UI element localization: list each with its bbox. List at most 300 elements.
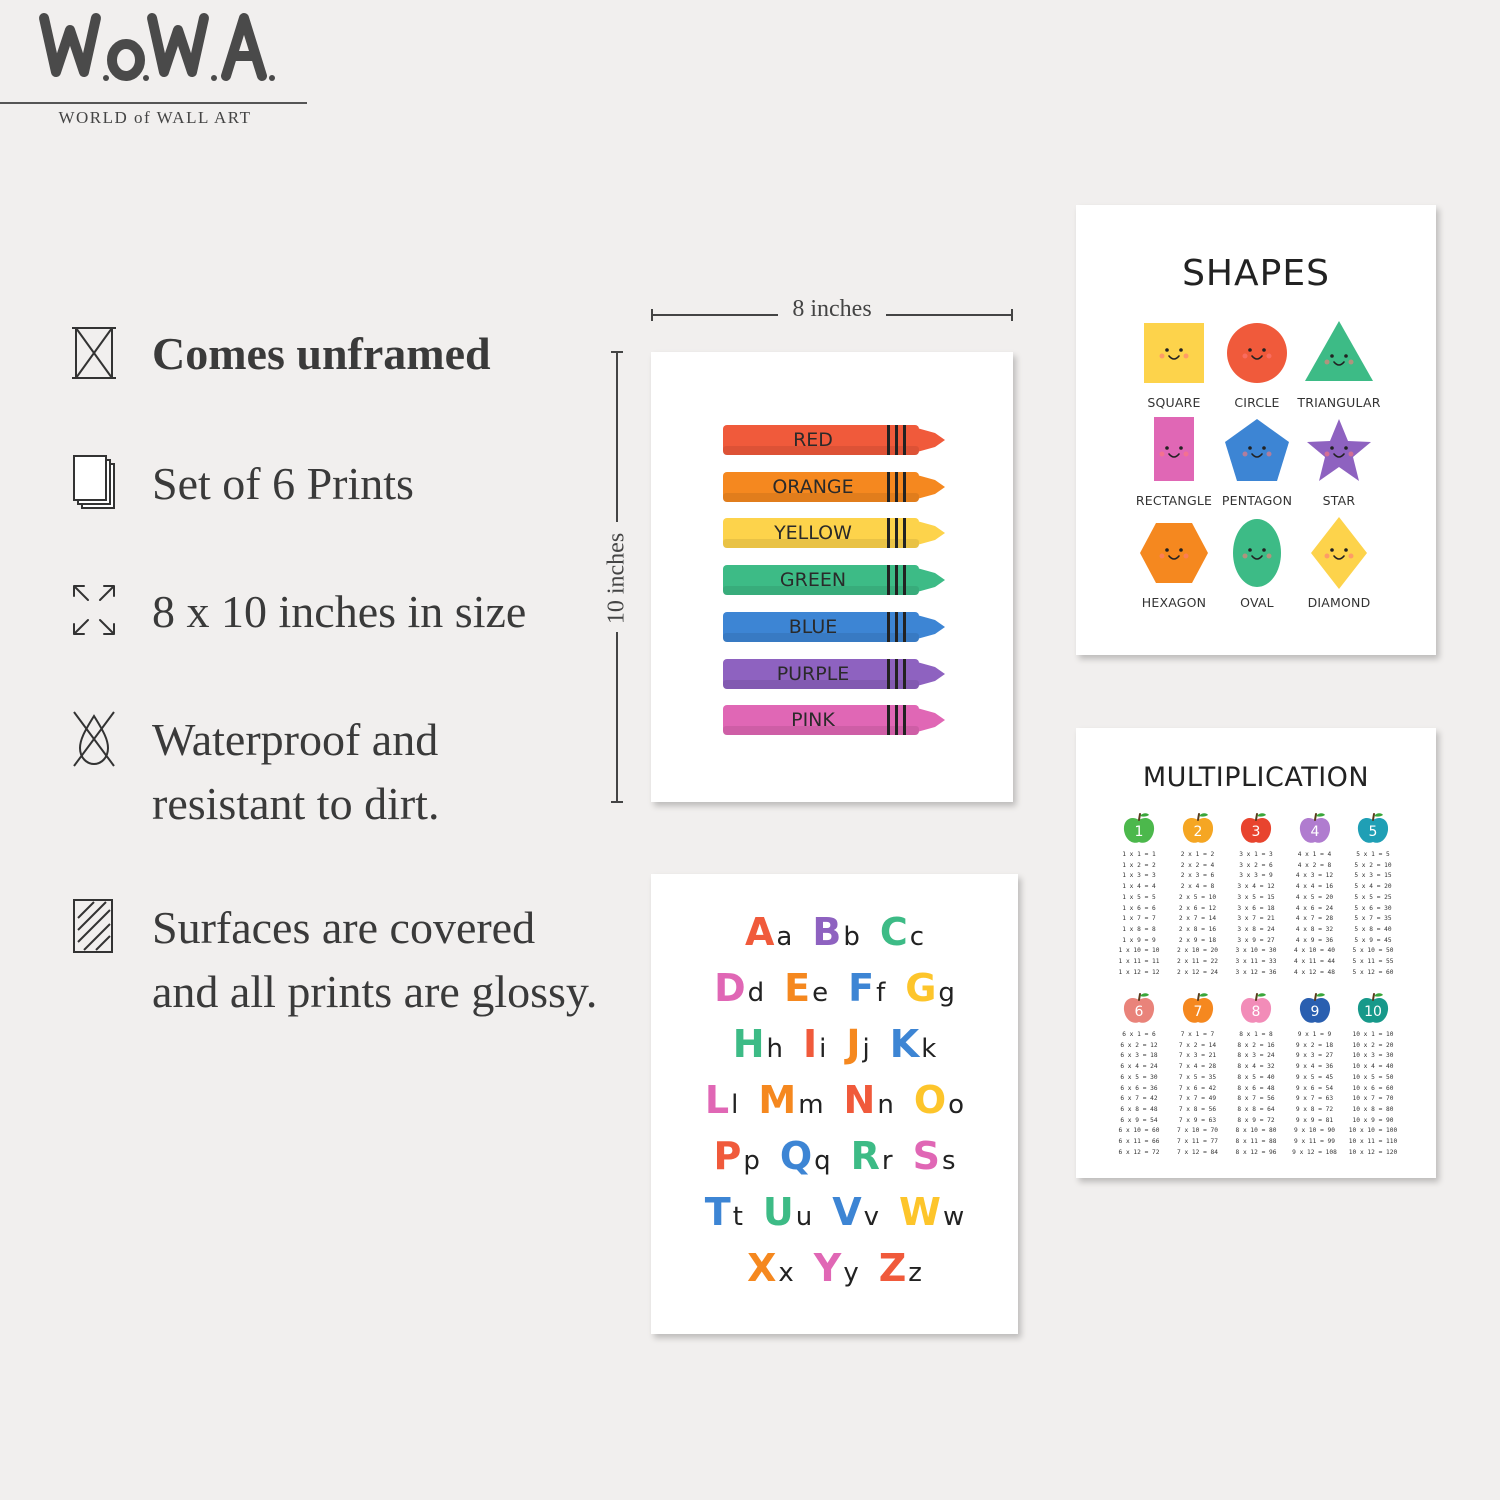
- uppercase-letter: L: [704, 1078, 730, 1122]
- times-line: 8 x 4 = 32: [1237, 1063, 1275, 1071]
- times-line: 5 x 7 = 35: [1354, 915, 1392, 923]
- times-line: 6 x 4 = 24: [1120, 1063, 1158, 1071]
- crayon-label: PINK: [791, 709, 835, 732]
- lowercase-letter: a: [776, 922, 793, 952]
- times-table-7: [1169, 992, 1227, 1158]
- times-line: 7 x 12 = 84: [1177, 1148, 1218, 1156]
- times-line: 2 x 1 = 2: [1180, 851, 1215, 858]
- times-line: 9 x 6 = 54: [1295, 1084, 1334, 1092]
- svg-text:6: 6: [1134, 1004, 1144, 1020]
- times-line: 9 x 5 = 45: [1295, 1073, 1334, 1081]
- times-line: 2 x 10 = 20: [1177, 947, 1218, 955]
- times-line: 3 x 1 = 3: [1239, 851, 1273, 858]
- apple-icon: [1180, 992, 1216, 1026]
- times-line: 6 x 3 = 18: [1120, 1052, 1158, 1060]
- times-line: 4 x 6 = 24: [1295, 904, 1334, 912]
- crayon-label: GREEN: [779, 569, 847, 592]
- times-table-lines: [1169, 1030, 1227, 1158]
- shapes-print: [1076, 205, 1436, 655]
- times-line: 10 x 3 = 30: [1352, 1052, 1394, 1060]
- times-line: 2 x 5 = 10: [1178, 893, 1217, 901]
- letter-pair-k: [890, 1022, 937, 1066]
- alphabet-row: [651, 1022, 1018, 1066]
- uppercase-letter: Y: [813, 1246, 842, 1290]
- height-label: 10 inches: [603, 532, 630, 625]
- shape-pentagon: [1214, 413, 1300, 508]
- uppercase-letter: A: [744, 910, 775, 954]
- uppercase-letter: Z: [878, 1246, 907, 1290]
- times-line: 6 x 7 = 42: [1120, 1095, 1158, 1103]
- times-line: 6 x 10 = 60: [1118, 1127, 1160, 1135]
- times-line: 9 x 4 = 36: [1295, 1063, 1334, 1071]
- letter-pair-m: [758, 1078, 823, 1122]
- colors-print: [651, 352, 1013, 802]
- times-line: 1 x 4 = 4: [1122, 883, 1156, 891]
- rectangle-face-icon: [1132, 413, 1216, 489]
- times-line: 7 x 7 = 49: [1178, 1095, 1217, 1103]
- times-line: 4 x 3 = 12: [1295, 872, 1334, 880]
- lowercase-letter: b: [843, 922, 860, 952]
- lowercase-letter: r: [881, 1146, 893, 1176]
- times-line: 8 x 5 = 40: [1237, 1073, 1275, 1081]
- lowercase-letter: w: [942, 1202, 965, 1232]
- times-line: 7 x 10 = 70: [1177, 1127, 1218, 1135]
- times-line: 8 x 3 = 24: [1237, 1052, 1275, 1060]
- feature-set-of-prints: [70, 452, 490, 516]
- times-line: 5 x 5 = 25: [1354, 893, 1392, 901]
- crayon-pink: [723, 704, 947, 736]
- times-line: 8 x 6 = 48: [1237, 1084, 1275, 1092]
- times-line: 10 x 11 = 110: [1348, 1138, 1398, 1146]
- times-line: 10 x 5 = 50: [1352, 1073, 1394, 1081]
- svg-text:3: 3: [1251, 824, 1261, 840]
- alphabet-row: [651, 1246, 1018, 1290]
- times-line: 1 x 9 = 9: [1122, 936, 1156, 944]
- letter-pair-g: [905, 966, 955, 1010]
- times-line: 6 x 5 = 30: [1120, 1073, 1158, 1081]
- times-table-4: [1286, 812, 1344, 978]
- times-line: 5 x 6 = 30: [1354, 904, 1392, 912]
- letter-pair-r: [851, 1134, 893, 1178]
- lowercase-letter: v: [863, 1202, 880, 1232]
- svg-text:1: 1: [1134, 824, 1144, 840]
- feature-line-2: and all prints are glossy.: [152, 966, 598, 1017]
- times-line: 4 x 8 = 32: [1295, 925, 1334, 933]
- apple-icon: [1238, 992, 1274, 1026]
- alphabet-row: [651, 966, 1018, 1010]
- circle-face-icon: [1215, 315, 1299, 391]
- apple-icon: [1238, 812, 1274, 846]
- lowercase-letter: m: [798, 1090, 824, 1120]
- uppercase-letter: F: [848, 966, 875, 1010]
- times-line: 9 x 10 = 90: [1294, 1127, 1335, 1135]
- svg-text:5: 5: [1368, 824, 1378, 840]
- letter-pair-i: [803, 1022, 826, 1066]
- times-table-2: [1169, 812, 1227, 978]
- times-table-lines: [1169, 850, 1227, 978]
- times-line: 2 x 3 = 6: [1180, 872, 1215, 880]
- uppercase-letter: C: [879, 910, 908, 954]
- lowercase-letter: c: [909, 922, 925, 952]
- lowercase-letter: l: [731, 1090, 739, 1120]
- times-table-8: [1227, 992, 1285, 1158]
- crayon-blue: [723, 611, 947, 643]
- times-line: 10 x 7 = 70: [1352, 1095, 1394, 1103]
- times-table-lines: [1344, 1030, 1402, 1158]
- alphabet-row: [651, 1134, 1018, 1178]
- pentagon-face-icon: [1215, 413, 1299, 489]
- times-line: 7 x 8 = 56: [1178, 1105, 1217, 1113]
- apple-icon: [1355, 812, 1391, 846]
- times-line: 2 x 2 = 4: [1180, 861, 1215, 869]
- feature-text: [152, 896, 597, 1024]
- lowercase-letter: i: [819, 1034, 827, 1064]
- crayon-yellow: [723, 517, 947, 549]
- times-line: 7 x 9 = 63: [1178, 1116, 1217, 1124]
- uppercase-letter: P: [713, 1134, 742, 1178]
- letter-pair-q: [780, 1134, 831, 1178]
- uppercase-letter: Q: [779, 1134, 813, 1178]
- times-line: 9 x 1 = 9: [1297, 1031, 1332, 1038]
- lowercase-letter: y: [843, 1258, 859, 1288]
- multiplication-print: [1076, 728, 1436, 1178]
- lowercase-letter: z: [908, 1258, 922, 1288]
- uppercase-letter: W: [899, 1190, 941, 1234]
- crayon-label: YELLOW: [774, 522, 852, 545]
- letter-pair-y: [814, 1246, 859, 1290]
- letter-pair-s: [913, 1134, 956, 1178]
- times-line: 2 x 8 = 16: [1178, 925, 1217, 933]
- feature-size: [70, 580, 527, 644]
- times-line: 1 x 10 = 10: [1118, 947, 1160, 955]
- uppercase-letter: R: [850, 1134, 880, 1178]
- times-line: 6 x 1 = 6: [1122, 1031, 1156, 1038]
- times-line: 7 x 2 = 14: [1178, 1041, 1217, 1049]
- feature-line-2: resistant to dirt.: [152, 778, 440, 829]
- times-line: 1 x 12 = 12: [1118, 968, 1160, 976]
- shape-oval: [1214, 515, 1300, 610]
- times-line: 10 x 4 = 40: [1352, 1063, 1394, 1071]
- times-line: 5 x 2 = 10: [1354, 861, 1392, 869]
- times-line: 5 x 3 = 15: [1354, 872, 1392, 880]
- times-line: 9 x 3 = 27: [1295, 1052, 1334, 1060]
- uppercase-letter: D: [714, 966, 746, 1010]
- times-line: 2 x 6 = 12: [1178, 904, 1217, 912]
- lowercase-letter: q: [814, 1146, 831, 1176]
- times-line: 7 x 3 = 21: [1178, 1052, 1217, 1060]
- times-line: 2 x 11 = 22: [1177, 958, 1218, 966]
- times-line: 3 x 4 = 12: [1237, 883, 1275, 891]
- times-line: 5 x 11 = 55: [1352, 958, 1394, 966]
- height-dimension: [600, 350, 634, 804]
- letter-pair-u: [763, 1190, 812, 1234]
- lowercase-letter: x: [778, 1258, 794, 1288]
- times-line: 3 x 10 = 30: [1235, 947, 1277, 955]
- alphabet-row: [651, 1190, 1018, 1234]
- shape-circle: [1214, 315, 1300, 410]
- crayon-label: BLUE: [788, 615, 838, 638]
- times-line: 9 x 2 = 18: [1295, 1041, 1334, 1049]
- times-table-lines: [1110, 850, 1168, 978]
- times-line: 5 x 1 = 5: [1356, 851, 1390, 858]
- times-line: 10 x 9 = 90: [1352, 1116, 1394, 1124]
- times-line: 4 x 7 = 28: [1295, 915, 1334, 923]
- times-line: 10 x 6 = 60: [1352, 1084, 1394, 1092]
- times-line: 6 x 12 = 72: [1118, 1148, 1160, 1156]
- uppercase-letter: H: [732, 1022, 765, 1066]
- shape-label: STAR: [1322, 493, 1356, 508]
- times-line: 8 x 9 = 72: [1237, 1116, 1275, 1124]
- times-table-lines: [1110, 1030, 1168, 1158]
- times-line: 3 x 6 = 18: [1237, 904, 1275, 912]
- times-line: 7 x 6 = 42: [1178, 1084, 1217, 1092]
- uppercase-letter: G: [905, 966, 937, 1010]
- uppercase-letter: K: [889, 1022, 920, 1066]
- times-line: 3 x 9 = 27: [1237, 936, 1275, 944]
- shape-label: TRIANGULAR: [1297, 395, 1381, 410]
- letter-pair-c: [880, 910, 924, 954]
- times-line: 9 x 7 = 63: [1295, 1095, 1334, 1103]
- letter-pair-j: [846, 1022, 869, 1066]
- shape-label: RECTANGLE: [1135, 493, 1213, 508]
- lowercase-letter: k: [921, 1034, 937, 1064]
- times-line: 5 x 10 = 50: [1352, 947, 1394, 955]
- times-line: 2 x 4 = 8: [1180, 883, 1215, 891]
- times-line: 9 x 12 = 108: [1292, 1148, 1337, 1156]
- oval-face-icon: [1215, 515, 1299, 591]
- times-line: 9 x 11 = 99: [1294, 1138, 1335, 1146]
- times-line: 2 x 7 = 14: [1178, 915, 1217, 923]
- times-line: 3 x 2 = 6: [1239, 861, 1273, 869]
- letter-pair-x: [747, 1246, 794, 1290]
- times-line: 1 x 5 = 5: [1122, 893, 1156, 901]
- crayon-label: PURPLE: [776, 662, 850, 685]
- times-line: 10 x 2 = 20: [1352, 1041, 1394, 1049]
- feature-unframed: [70, 322, 490, 386]
- letter-pair-l: [705, 1078, 738, 1122]
- times-table-9: [1286, 992, 1344, 1158]
- times-line: 4 x 2 = 8: [1297, 861, 1332, 869]
- uppercase-letter: I: [803, 1022, 818, 1066]
- times-line: 8 x 2 = 16: [1237, 1041, 1275, 1049]
- logo-rule: [0, 102, 307, 104]
- uppercase-letter: J: [846, 1022, 861, 1066]
- times-line: 4 x 11 = 44: [1294, 958, 1335, 966]
- svg-text:7: 7: [1193, 1004, 1202, 1020]
- letter-pair-z: [879, 1246, 922, 1290]
- times-line: 4 x 9 = 36: [1295, 936, 1334, 944]
- letter-pair-a: [745, 910, 792, 954]
- times-line: 5 x 8 = 40: [1354, 925, 1392, 933]
- times-line: 1 x 3 = 3: [1122, 872, 1156, 880]
- stack-icon: [70, 452, 118, 512]
- feature-line-1: Waterproof and: [152, 714, 439, 765]
- times-line: 8 x 7 = 56: [1237, 1095, 1275, 1103]
- letter-pair-n: [844, 1078, 894, 1122]
- times-line: 3 x 12 = 36: [1235, 968, 1277, 976]
- expand-arrows-icon: [70, 580, 118, 640]
- shape-label: SQUARE: [1147, 395, 1201, 410]
- feature-text: Set of 6 Prints: [152, 458, 414, 509]
- uppercase-letter: T: [704, 1190, 731, 1234]
- times-line: 1 x 2 = 2: [1122, 861, 1156, 869]
- shape-label: HEXAGON: [1141, 595, 1207, 610]
- letter-pair-v: [832, 1190, 879, 1234]
- letter-pair-b: [812, 910, 859, 954]
- uppercase-letter: E: [784, 966, 811, 1010]
- times-line: 4 x 12 = 48: [1294, 968, 1335, 976]
- diamond-face-icon: [1297, 515, 1381, 591]
- letter-pair-w: [899, 1190, 964, 1234]
- crayon-label: RED: [793, 429, 833, 451]
- times-line: 7 x 5 = 35: [1178, 1073, 1217, 1081]
- times-line: 2 x 9 = 18: [1178, 936, 1217, 944]
- times-line: 10 x 1 = 10: [1352, 1031, 1394, 1038]
- times-line: 4 x 10 = 40: [1294, 947, 1335, 955]
- shapes-title: SHAPES: [1182, 253, 1330, 294]
- shape-label: PENTAGON: [1221, 493, 1293, 508]
- times-line: 3 x 5 = 15: [1237, 893, 1275, 901]
- shape-triangular: [1296, 315, 1382, 410]
- times-line: 8 x 10 = 80: [1235, 1127, 1277, 1135]
- lowercase-letter: g: [938, 978, 955, 1008]
- waterproof-icon: [70, 708, 118, 768]
- apple-icon: [1121, 992, 1157, 1026]
- times-line: 4 x 1 = 4: [1297, 851, 1332, 858]
- times-line: 1 x 7 = 7: [1122, 915, 1156, 923]
- times-line: 3 x 8 = 24: [1237, 925, 1275, 933]
- shape-label: OVAL: [1240, 595, 1274, 610]
- feature-glossy: [70, 896, 598, 1026]
- lowercase-letter: n: [877, 1090, 894, 1120]
- feature-waterproof: [70, 708, 490, 838]
- times-table-lines: [1286, 850, 1344, 978]
- apple-icon: [1297, 992, 1333, 1026]
- lowercase-letter: f: [876, 978, 886, 1008]
- svg-text:2: 2: [1193, 824, 1202, 840]
- times-line: 5 x 12 = 60: [1352, 968, 1394, 976]
- uppercase-letter: V: [832, 1190, 862, 1234]
- times-line: 3 x 11 = 33: [1235, 958, 1277, 966]
- shape-label: CIRCLE: [1234, 395, 1280, 410]
- times-line: 6 x 2 = 12: [1120, 1041, 1158, 1049]
- width-dimension: [650, 296, 1014, 330]
- crayon-purple: [723, 658, 947, 690]
- times-table-lines: [1286, 1030, 1344, 1158]
- times-line: 2 x 12 = 24: [1177, 968, 1218, 976]
- alphabet-print: [651, 874, 1018, 1334]
- apple-icon: [1355, 992, 1391, 1026]
- times-line: 1 x 6 = 6: [1122, 904, 1156, 912]
- times-table-lines: [1227, 1030, 1285, 1158]
- unframed-icon: [70, 322, 118, 382]
- times-line: 10 x 10 = 100: [1348, 1127, 1398, 1135]
- apple-icon: [1121, 812, 1157, 846]
- shape-square: [1131, 315, 1217, 410]
- crayon-green: [723, 564, 947, 596]
- times-line: 8 x 8 = 64: [1237, 1105, 1275, 1113]
- lowercase-letter: e: [812, 978, 829, 1008]
- uppercase-letter: M: [758, 1078, 797, 1122]
- letter-pair-f: [848, 966, 885, 1010]
- times-line: 1 x 11 = 11: [1118, 958, 1160, 966]
- uppercase-letter: X: [747, 1246, 777, 1290]
- lowercase-letter: p: [743, 1146, 760, 1176]
- shape-star: [1296, 413, 1382, 508]
- triangular-face-icon: [1297, 315, 1381, 391]
- letter-pair-d: [714, 966, 764, 1010]
- crayon-orange: [723, 471, 947, 503]
- svg-text:9: 9: [1310, 1004, 1319, 1020]
- times-line: 4 x 4 = 16: [1295, 883, 1334, 891]
- crayon-label: ORANGE: [772, 475, 854, 498]
- times-line: 6 x 6 = 36: [1120, 1084, 1158, 1092]
- times-line: 10 x 12 = 120: [1348, 1148, 1398, 1156]
- times-line: 8 x 1 = 8: [1239, 1031, 1273, 1038]
- star-face-icon: [1297, 413, 1381, 489]
- times-table-lines: [1344, 850, 1402, 978]
- width-label: 8 inches: [792, 296, 872, 322]
- shape-hexagon: [1131, 515, 1217, 610]
- times-line: 7 x 4 = 28: [1178, 1063, 1217, 1071]
- apple-icon: [1180, 812, 1216, 846]
- times-table-5: [1344, 812, 1402, 978]
- alphabet-row: [651, 1078, 1018, 1122]
- times-line: 3 x 7 = 21: [1237, 915, 1275, 923]
- times-line: 1 x 8 = 8: [1122, 925, 1156, 933]
- times-line: 6 x 11 = 66: [1118, 1138, 1160, 1146]
- uppercase-letter: O: [913, 1078, 947, 1122]
- logo-wordmark: [0, 0, 310, 100]
- lowercase-letter: t: [732, 1202, 743, 1232]
- times-table-10: [1344, 992, 1402, 1158]
- letter-pair-o: [914, 1078, 964, 1122]
- brand-logo: [0, 0, 310, 140]
- letter-pair-t: [705, 1190, 743, 1234]
- times-table-lines: [1227, 850, 1285, 978]
- svg-text:4: 4: [1310, 824, 1319, 840]
- times-line: 10 x 8 = 80: [1352, 1105, 1394, 1113]
- feature-text: [152, 708, 439, 836]
- times-line: 3 x 3 = 9: [1239, 872, 1273, 880]
- times-line: 8 x 12 = 96: [1235, 1148, 1277, 1156]
- shape-label: DIAMOND: [1307, 595, 1371, 610]
- lowercase-letter: u: [795, 1202, 813, 1232]
- logo-tagline: WORLD of WALL ART: [58, 108, 252, 127]
- times-line: 5 x 9 = 45: [1354, 936, 1392, 944]
- times-line: 9 x 9 = 81: [1295, 1116, 1334, 1124]
- times-line: 1 x 1 = 1: [1122, 851, 1156, 858]
- letter-pair-h: [733, 1022, 783, 1066]
- lowercase-letter: d: [747, 978, 765, 1008]
- lowercase-letter: h: [766, 1034, 784, 1064]
- lowercase-letter: o: [948, 1090, 965, 1120]
- uppercase-letter: U: [762, 1190, 794, 1234]
- times-line: 7 x 11 = 77: [1177, 1138, 1218, 1146]
- glossy-icon: [70, 896, 118, 956]
- times-table-1: [1110, 812, 1168, 978]
- letter-pair-e: [784, 966, 828, 1010]
- times-line: 9 x 8 = 72: [1295, 1105, 1334, 1113]
- svg-text:10: 10: [1364, 1004, 1382, 1020]
- hexagon-face-icon: [1132, 515, 1216, 591]
- feature-text: Comes unframed: [152, 328, 491, 379]
- uppercase-letter: N: [843, 1078, 876, 1122]
- apple-icon: [1297, 812, 1333, 846]
- uppercase-letter: S: [912, 1134, 940, 1178]
- shape-rectangle: [1131, 413, 1217, 508]
- multiplication-title: MULTIPLICATION: [1142, 762, 1370, 793]
